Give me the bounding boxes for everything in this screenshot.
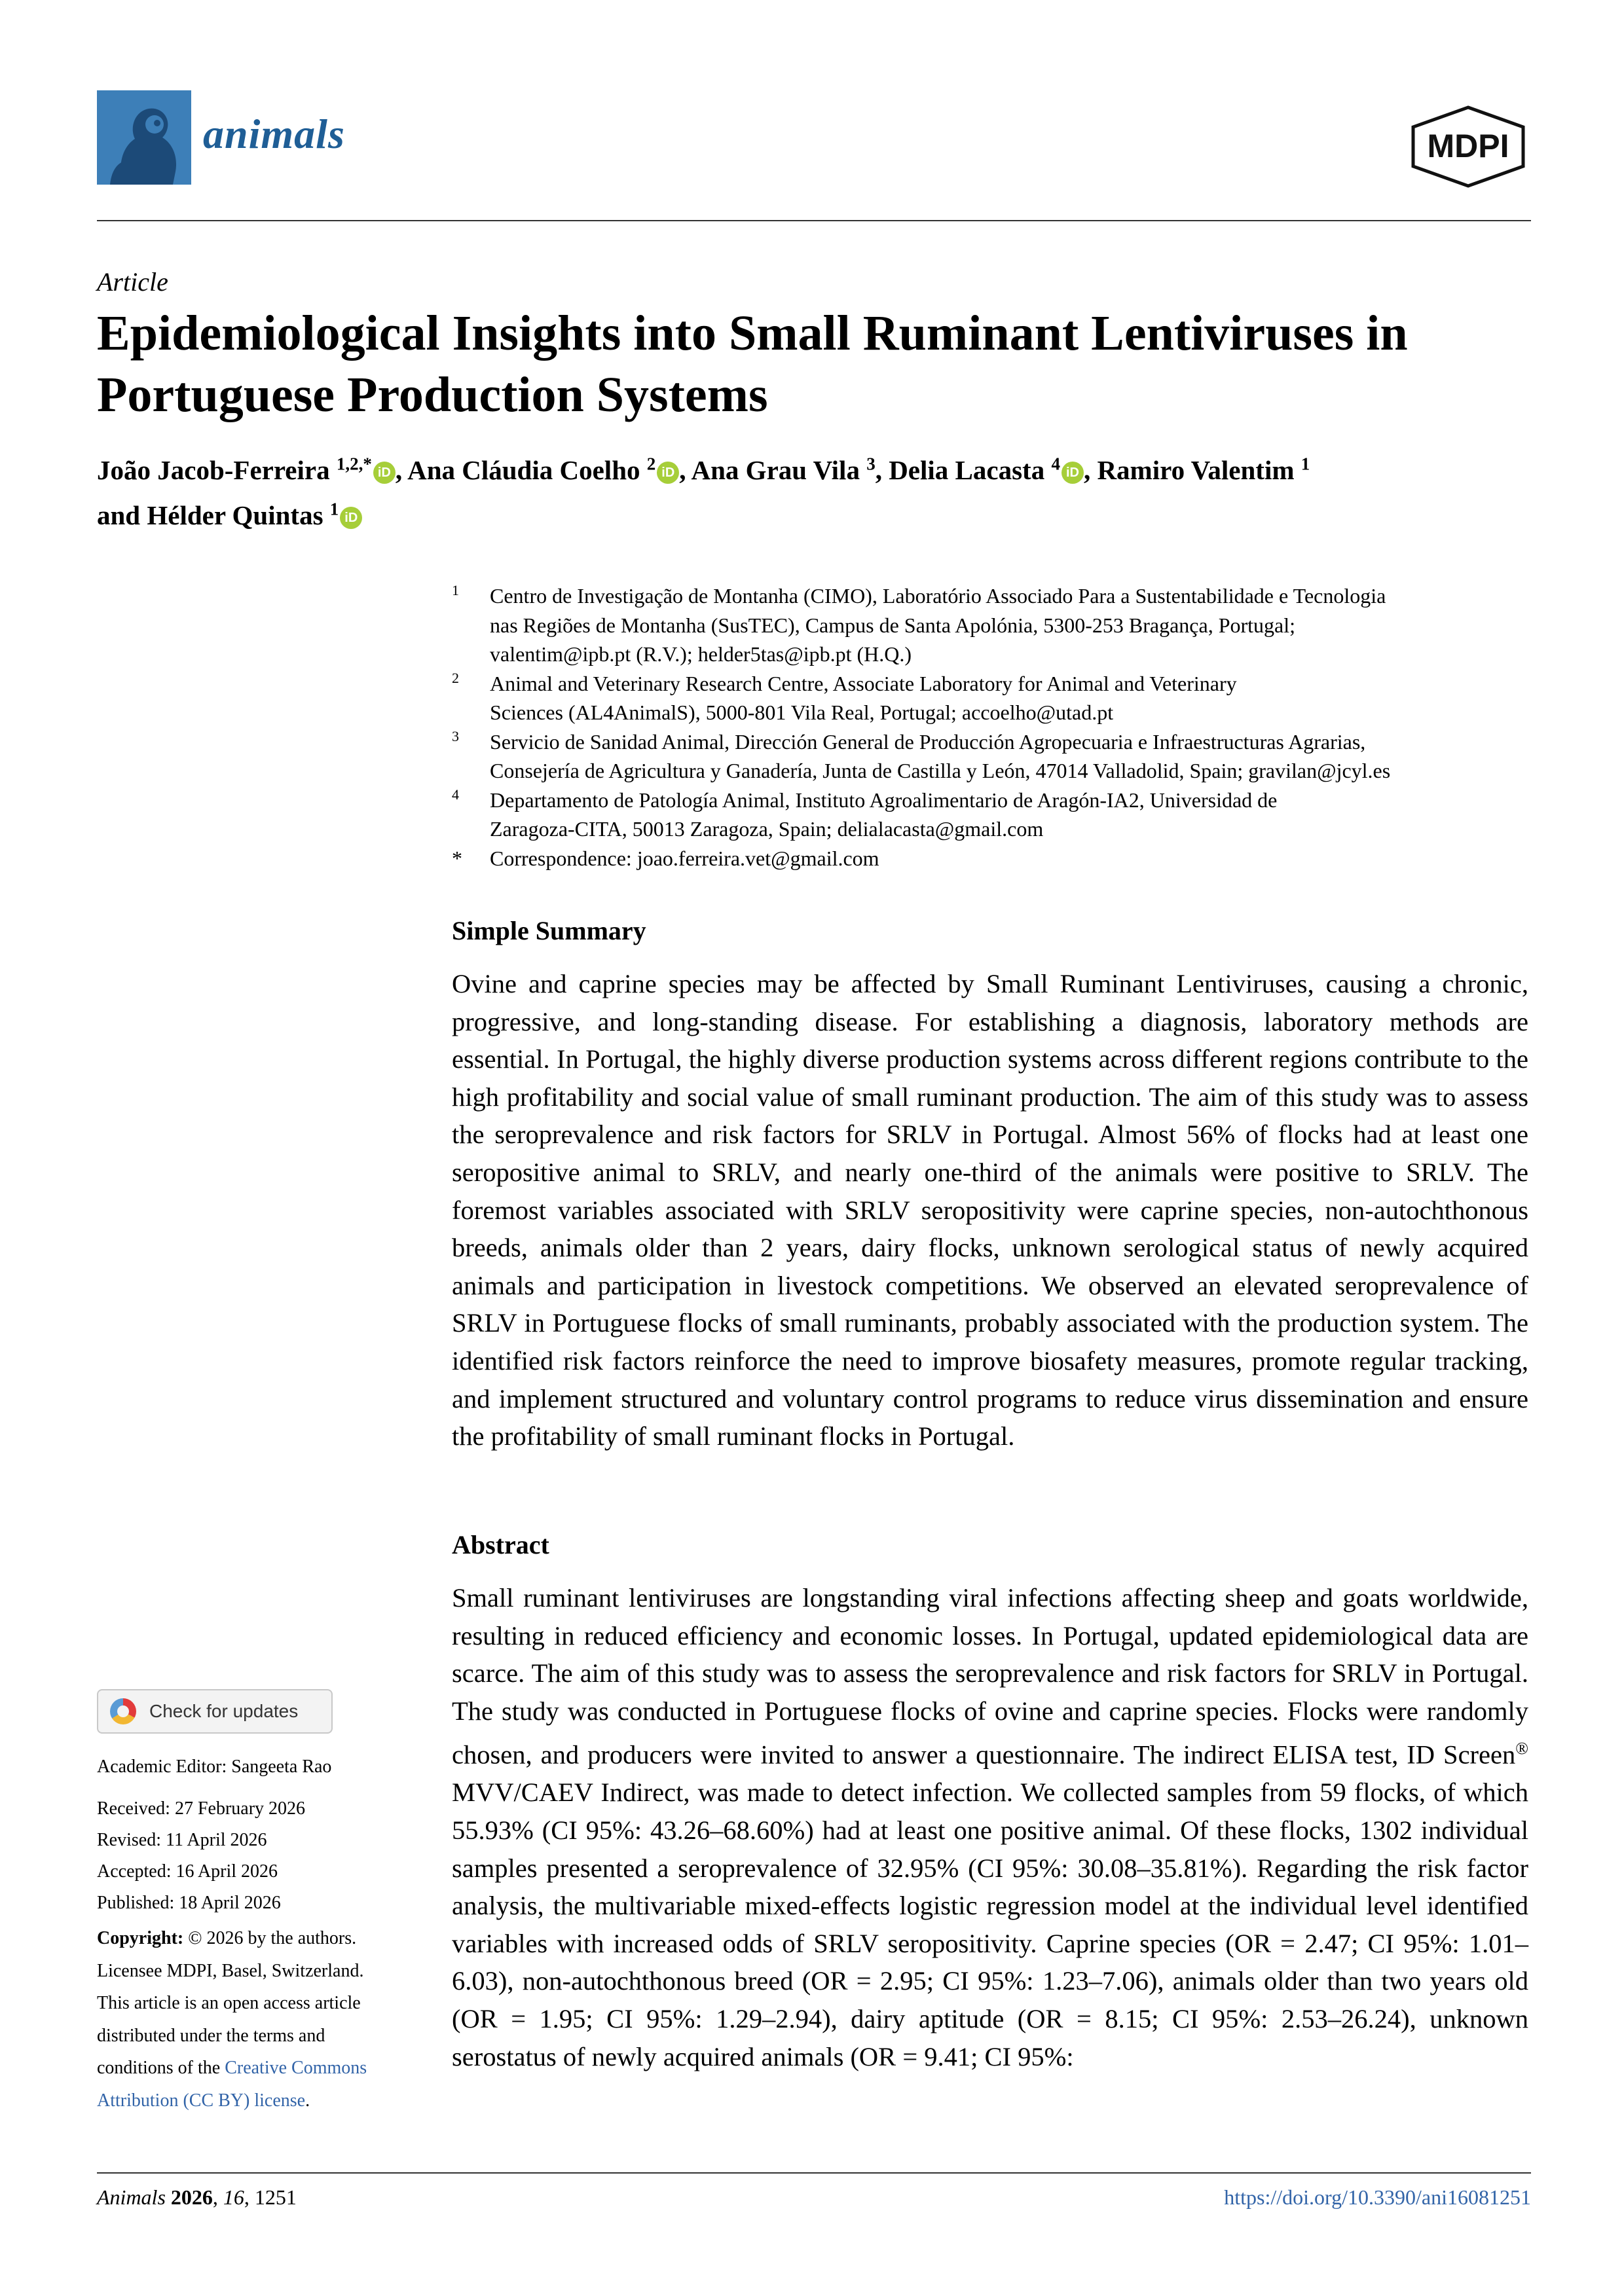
footer-divider <box>97 2172 1531 2174</box>
orcid-icon[interactable]: iD <box>373 462 396 484</box>
orcid-icon[interactable]: iD <box>657 462 679 484</box>
orcid-icon[interactable]: iD <box>340 507 362 529</box>
author[interactable]: Ramiro Valentim $^1$ <box>1097 454 1310 485</box>
affiliations <box>452 581 1539 873</box>
journal-name: animals <box>203 111 345 157</box>
author[interactable]: Ana Grau Vila $^3$ <box>691 454 876 485</box>
orcid-icon[interactable]: iD <box>1061 462 1084 484</box>
copyright-notice: Copyright: © 2026 by the authors. Licensee MDPI, Basel, Switzerland. This article is an open access article distributed under the terms and conditions of the Creative Commons Attribution (CC BY) license. <box>97 1928 367 2111</box>
published-date: Published: 18 April 2026 <box>97 1893 281 1913</box>
author[interactable]: Ana Cláudia Coelho $^2$ iD <box>407 455 679 485</box>
license-link[interactable]: Creative Commons <box>225 2058 367 2078</box>
author[interactable]: and Hélder Quintas $^1$ iD <box>97 500 362 530</box>
citation: Animals 2026, 16, 1251 <box>97 2185 297 2209</box>
correspondence: * Correspondence: joao.ferreira.vet@gmail.com <box>452 846 879 870</box>
author-list: João Jacob-Ferreira $^{1,2,*}$ iD , Ana Cláudia Coelho $^2$ iD , Ana Grau Vila $^3$, Delia Lacasta $^4$ iD , Ramiro Valentim $^1$ and Hélder Quintas $^1$ iD <box>97 454 1310 531</box>
license-link[interactable]: Attribution (CC BY) license <box>97 2090 306 2111</box>
title-line-1: Epidemiological Insights into Small Ruminant Lentiviruses in <box>97 306 1408 361</box>
publisher-logo <box>1407 105 1530 189</box>
affiliation: 4 Departamento de Patología Animal, Instituto Agroalimentario de Aragón-IA2, Universidad de Zaragoza-CITA, 50013 Zaragoza, Spain; delialacasta@gmail.com <box>452 786 1278 841</box>
simple-summary-heading: Simple Summary <box>452 916 646 945</box>
monkey-icon <box>97 90 191 185</box>
header-divider <box>97 220 1531 221</box>
article-type: Article <box>97 267 168 297</box>
check-for-updates-button[interactable]: Check for updates <box>97 1689 333 1734</box>
revised-date: Revised: 11 April 2026 <box>97 1830 267 1850</box>
update-icon <box>110 1698 136 1724</box>
academic-editor: Academic Editor: Sangeeta Rao <box>97 1757 332 1777</box>
publisher-name: MDPI <box>1427 128 1509 164</box>
title-line-2: Portuguese Production Systems <box>97 367 768 422</box>
affiliation: 3 Servicio de Sanidad Animal, Dirección General de Producción Agropecuaria e Infraestructuras Agrarias, Consejería de Agricultura y Ganadería, Junta de Castilla y León, 47014 Valladolid, Spain; gravilan@jcyl.es <box>452 727 1391 782</box>
author[interactable]: João Jacob-Ferreira $^{1,2,*}$ iD <box>97 455 396 485</box>
abstract-heading: Abstract <box>452 1530 549 1559</box>
article-title <box>97 302 1538 426</box>
affiliation: 1 Centro de Investigação de Montanha (CIMO), Laboratório Associado Para a Sustentabilidade e Tecnologia nas Regiões de Montanha (SusTEC), Campus de Santa Apolónia, 5300-253 Bragança, Portugal; valentim@ipb.pt (R.V.); helder5tas@ipb.pt (H.Q.) <box>452 582 1386 666</box>
journal-logo <box>97 90 191 185</box>
affiliation: 2 Animal and Veterinary Research Centre, Associate Laboratory for Animal and Veterinary Sciences (AL4AnimalS), 5000-801 Vila Real, Portugal; accoelho@utad.pt <box>452 669 1237 724</box>
abstract-text: Small ruminant lentiviruses are longstanding viral infections affecting sheep and goats worldwide, resulting in reduced efficiency and economic losses. In Portugal, updated epidemiological data are scarce. The aim of this study was to assess the seroprevalence and risk factors for SRLV in Portugal. The study was conducted in Portuguese flocks of ovine and caprine species. Flocks were randomly chosen, and producers were invited to answer a questionnaire. The indirect ELISA test, ID Screen® MVV/CAEV Indirect, was made to detect infection. We collected samples from 59 flocks, of which 55.93% (CI 95%: 43.26–68.60%) had at least one positive animal. Of these flocks, 1302 individual samples presented a seroprevalence of 32.95% (CI 95%: 30.08–35.81%). Regarding the risk factor analysis, the multivariable mixed-effects logistic regression model at the individual level identified variables with increased odds of SRLV seropositivity. Caprine species (OR = 2.47; CI 95%: 1.01–6.03), non-autochthonous breed (OR = 2.95; CI 95%: 1.23–7.06), animals older than two years old (OR = 1.95; CI 95%: 1.29–2.94), dairy aptitude (OR = 8.15; CI 95%: 2.53–26.24), unknown serostatus of newly acquired animals (OR = 9.41; CI 95%: <box>452 1583 1528 2071</box>
simple-summary-text: Ovine and caprine species may be affected by Small Ruminant Lentiviruses, causing a chronic, progressive, and long-standing disease. For establishing a diagnosis, laboratory methods are essential. In Portugal, the highly diverse production systems across different regions contribute to the high profitability and social value of small ruminant production. The aim of this study was to assess the seroprevalence and risk factors for SRLV in Portugal. Almost 56% of flocks had at least one seropositive animal to SRLV, and nearly one-third of the animals were positive to SRLV. The foremost variables associated with SRLV seropositivity were caprine species, non-autochthonous breeds, animals older than 2 years, dairy flocks, unknown serological status of newly acquired animals and participation in livestock competitions. We observed an elevated seroprevalence of SRLV in Portuguese flocks of small ruminants, probably associated with the production system. The identified risk factors reinforce the need to improve biosafety measures, promote regular tracking, and implement structured and voluntary control programs to reduce virus dissemination and ensure the profitability of small ruminant flocks in Portugal. <box>452 969 1528 1451</box>
author[interactable]: Delia Lacasta $^4$ iD <box>889 455 1084 485</box>
received-date: Received: 27 February 2026 <box>97 1798 306 1819</box>
doi-link[interactable]: https://doi.org/10.3390/ani16081251 <box>1224 2185 1531 2209</box>
accepted-date: Accepted: 16 April 2026 <box>97 1861 278 1882</box>
